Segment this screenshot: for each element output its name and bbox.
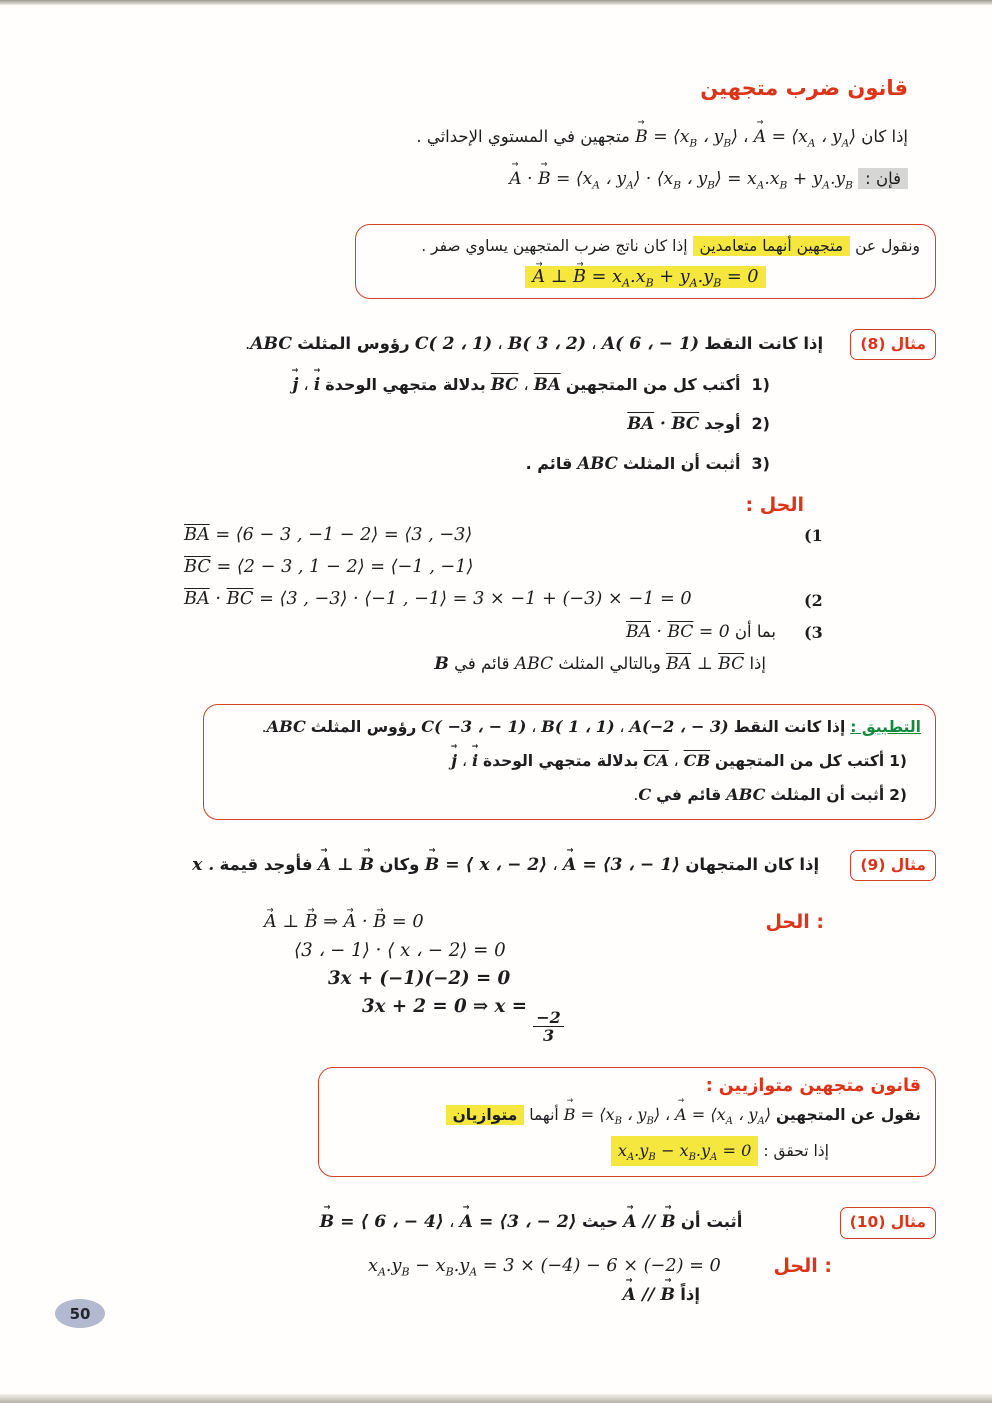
question3-triangle-name: ABC	[577, 452, 618, 473]
example10-header	[56, 1207, 936, 1238]
unit-vector-i: i →	[472, 747, 478, 775]
parallel-rule-title: قانون متجهين متوازيين :	[705, 1075, 921, 1096]
example9-pre-text: إذا كان المتجهان	[685, 855, 820, 875]
example10-solution-heading	[773, 1255, 936, 1277]
example10-vector-a-definition: A → = ⟨3 ، − 2⟩	[460, 1207, 577, 1237]
then-label: فإن :	[858, 168, 908, 189]
application-point-a: A(−2 ، − 3)	[629, 716, 729, 736]
dot-product-line	[56, 164, 908, 194]
parallel-vector-a-definition: A → = $⟨x_A$ ، $y_A⟩$	[675, 1101, 771, 1129]
a-perpendicular-b-condition: A → ⊥ B →	[318, 850, 374, 880]
step2-margin-number: (2	[804, 590, 823, 610]
perpendicular-rule-sentence	[371, 233, 920, 260]
parallel-rule-mid-text: أنهما	[529, 1105, 559, 1124]
solution-label: الحل :	[773, 1254, 832, 1277]
comma-separator: ،	[552, 855, 558, 875]
step1-equation-bc	[56, 554, 786, 581]
application-question1	[218, 747, 907, 775]
a-parallel-b-claim: A → // B →	[623, 1207, 675, 1237]
unit-vector-i: i →	[314, 370, 320, 399]
solution9-substitution-line	[56, 940, 936, 961]
example9-post-text: فأوجد قيمة	[219, 855, 313, 875]
expanded-equation: 3x + (−1)(−2) = 0	[328, 968, 511, 990]
application-question2	[218, 781, 907, 809]
parallel-vector-b-definition: B → = $⟨x_B$ ، $y_B⟩$	[564, 1101, 660, 1129]
application-outro-text: رؤوس المثلث	[310, 717, 417, 736]
solution-step-row	[56, 554, 936, 581]
comma-separator: ،	[497, 334, 503, 354]
step3-margin-number: (3	[804, 622, 823, 642]
solution-step-row	[56, 522, 936, 549]
period: .	[633, 786, 639, 804]
condition-label: إذا تحقق :	[763, 1142, 829, 1161]
application-given-text: إذا كانت النقط	[733, 717, 846, 736]
dot-product-zero-equation: $\overline{BA} \cdot \overline{BC} = 0$	[626, 621, 730, 642]
a-parallel-b-result: A → // B →	[623, 1281, 675, 1310]
ba-dot-bc-expression: $\overline{BA} \cdot \overline{BC}$	[627, 413, 700, 434]
example9-vector-b-definition: B → = ⟨ x ، − 2⟩	[425, 850, 548, 880]
parallel-condition-formula: $x_A.y_B - x_B.y_A = 0$	[611, 1136, 759, 1166]
application-q2-number: 2)	[889, 786, 907, 804]
parallel-highlighted-word: متوازيان	[446, 1105, 525, 1125]
application-triangle-name: ABC	[266, 716, 306, 736]
perp-rule-highlighted-text: متجهين أنهما متعامدين	[693, 236, 851, 256]
example8-solution-heading	[56, 494, 804, 516]
example9-solution-heading	[765, 911, 936, 933]
since-text: بما أن	[734, 621, 776, 641]
comma-separator: ،	[303, 375, 309, 395]
application-q2-text-pre: أثبت أن المثلث	[770, 786, 885, 804]
perpendicular-rule-box	[355, 224, 936, 299]
example8-solution-steps	[56, 522, 936, 680]
therefore-text: إذا	[749, 654, 766, 674]
comma-separator: ،	[743, 127, 749, 146]
comma-separator: ،	[461, 751, 467, 770]
bc-components-equation: $\overline{BC}$ = ⟨2 − 3 , 1 − 2⟩ = ⟨−1 , −1⟩	[184, 557, 474, 578]
period: .	[244, 334, 251, 354]
solution-step-row	[56, 586, 936, 613]
question1-text-pre: أكتب كل من المتجهين	[565, 375, 741, 395]
intro-tail-text: متجهين في المستوي الإحداثي .	[416, 127, 630, 146]
application-q1-number: 1)	[889, 751, 907, 770]
example8-question1	[56, 370, 770, 399]
application-right-angle-vertex: C	[638, 785, 652, 804]
question3-text-pre: أثبت أن المثلث	[622, 453, 741, 473]
therefore-text: إذاً	[680, 1284, 700, 1304]
dot-product-formula: A → · B → = $⟨x_A$ ، $y_A⟩$ · $⟨x_B$ ، $y_B⟩ = x_A.x_B + y_A.y_B$	[509, 164, 853, 194]
question3-text-post: قائم .	[525, 453, 573, 473]
parallel-rule-pre-text: نقول عن المتجهين	[775, 1105, 921, 1124]
example9-vector-a-definition: A → = ⟨3 ، − 1⟩	[563, 850, 680, 880]
example9-label: مثال (9)	[850, 850, 936, 881]
perpendicular-formula-line	[371, 266, 920, 288]
application-q2-text-post: قائم في	[656, 786, 722, 804]
parallel-condition-line	[333, 1136, 829, 1166]
intro-sentence	[56, 122, 908, 152]
intro-given-text: إذا كان	[861, 127, 908, 146]
example10-solution-row	[56, 1255, 936, 1277]
conclusion-post-text: قائم في	[454, 654, 510, 674]
vector-cb: $\overline{CB}$	[683, 750, 711, 770]
example8-outro-text: رؤوس المثلث	[297, 334, 410, 354]
vector-ba: $\overline{BA}$	[533, 374, 561, 395]
comma-separator: ،	[619, 717, 625, 736]
page-number: 50	[69, 1304, 91, 1323]
solution-label: الحل :	[765, 911, 824, 934]
application-q2-triangle-name: ABC	[726, 785, 766, 804]
example8-point-a: A( 6 ، − 1)	[601, 334, 700, 355]
vector-ca: $\overline{CA}$	[643, 750, 669, 770]
unknown-x: x .	[192, 855, 215, 876]
scan-edge-bottom	[0, 1394, 992, 1403]
example8-point-c: C( 2 ، 1)	[414, 334, 493, 355]
example8-question3	[56, 449, 770, 478]
application-box	[203, 704, 936, 821]
application-point-b: B( 1 ، 1)	[541, 716, 615, 736]
application-q1-text-pre: أكتب كل من المتجهين	[715, 751, 885, 770]
solution9-expansion-line	[56, 968, 936, 989]
ba-dot-bc-computation: $\overline{BA} \cdot \overline{BC}$ = ⟨3 , −3⟩ · ⟨−1 , −1⟩ = 3 × −1 + (−3) × −1 = 0	[184, 589, 692, 610]
application-header	[218, 713, 921, 741]
question3-number: 3)	[751, 453, 770, 473]
application-q1-text-mid: بدلالة متجهي الوحدة	[483, 751, 639, 770]
example8-triangle-name: ABC	[250, 334, 292, 355]
solution-label: الحل :	[745, 493, 804, 516]
comma-separator: ،	[591, 334, 597, 354]
section-title: قانون ضرب متجهين	[700, 76, 908, 100]
comma-separator: ،	[531, 717, 537, 736]
question1-text-mid: بدلالة متجهي الوحدة	[325, 375, 486, 395]
parallel-rule-sentence	[333, 1101, 921, 1129]
solution-step-row	[56, 619, 936, 646]
parallel-check-computation: $x_A.y_B - x_B.y_A = 3 \times (-4) - 6 \times (-2) = 0$	[368, 1255, 721, 1279]
example9-solution-heading-row	[56, 911, 936, 933]
comma-separator: ،	[449, 1212, 455, 1232]
example10-pre-text: أثبت أن	[680, 1212, 743, 1232]
perpendicular-implies-dot-zero: A → ⊥ B → ⇒ A → · B → = 0	[264, 912, 424, 932]
comma-separator: ،	[523, 375, 529, 395]
example10-conclusion-line	[56, 1281, 936, 1310]
right-angle-vertex: B	[434, 654, 449, 675]
unit-vector-j: j →	[451, 747, 457, 775]
example10-label: مثال (10)	[840, 1207, 936, 1238]
vector-a-definition: A → = $⟨x_A$ ، $y_A⟩$	[754, 122, 856, 152]
step2-dot-product-equation	[56, 586, 786, 613]
vector-bc: $\overline{BC}$	[490, 374, 519, 395]
example9-mid-text: وكان	[379, 855, 420, 875]
example8-given-text: إذا كانت النقط	[704, 334, 824, 354]
example8-conclusion-line	[56, 650, 936, 679]
components-dot-zero-equation: ⟨3 ، − 1⟩ · ⟨ x ، − 2⟩ = 0	[294, 940, 506, 962]
x-value-result: 3x + 2 = 0 ⇒ x = $\frac{-2}{3}$	[362, 996, 564, 1045]
perp-rule-post-text: إذا كان ناتج ضرب المتجهين يساوي صفر .	[421, 237, 688, 256]
scan-edge-top	[0, 0, 992, 5]
comma-separator: ،	[673, 751, 679, 770]
perp-rule-pre-text: ونقول عن	[855, 237, 920, 256]
solution9-implication-line	[56, 912, 765, 932]
conclusion-triangle-name: ABC	[514, 654, 554, 675]
perpendicular-formula: A → ⊥ B → = $x_A.x_B + y_A.y_B = 0$	[525, 266, 765, 288]
example8-point-b: B( 3 ، 2)	[507, 334, 586, 355]
ba-components-equation: $\overline{BA}$ = ⟨6 − 3 , −1 − 2⟩ = ⟨3 , −3⟩	[184, 524, 473, 545]
question1-number: 1)	[751, 375, 770, 395]
page-number-badge	[55, 1299, 105, 1328]
example8-question2	[56, 409, 770, 438]
application-label: التطبيق :	[850, 717, 921, 736]
application-point-c: C( −3 ، − 1)	[421, 716, 527, 736]
parallel-rule-box	[318, 1067, 936, 1177]
step1-margin-number: (1	[804, 525, 823, 545]
question2-number: 2)	[751, 414, 770, 434]
example10-vector-b-definition: B → = ⟨ 6 ، − 4⟩	[320, 1207, 444, 1237]
unit-vector-j: j →	[292, 370, 298, 399]
vector-b-definition: B → = $⟨x_B$ ، $y_B⟩$	[635, 122, 738, 152]
comma-separator: ،	[665, 1105, 671, 1124]
solution9-result-line	[56, 996, 936, 1045]
example9-header	[56, 850, 936, 881]
conclusion-mid-text: وبالتالي المثلث	[558, 654, 661, 674]
example8-header	[56, 329, 936, 360]
step3-since-line	[56, 619, 786, 646]
example10-mid-text: حيث	[581, 1212, 619, 1232]
ba-perpendicular-bc: $\overline{BA}$ ⊥ $\overline{BC}$	[666, 654, 745, 675]
example8-label: مثال (8)	[850, 329, 936, 360]
step1-equation-ba	[56, 522, 786, 549]
question2-text: أوجد	[704, 414, 741, 434]
period: .	[261, 717, 267, 736]
